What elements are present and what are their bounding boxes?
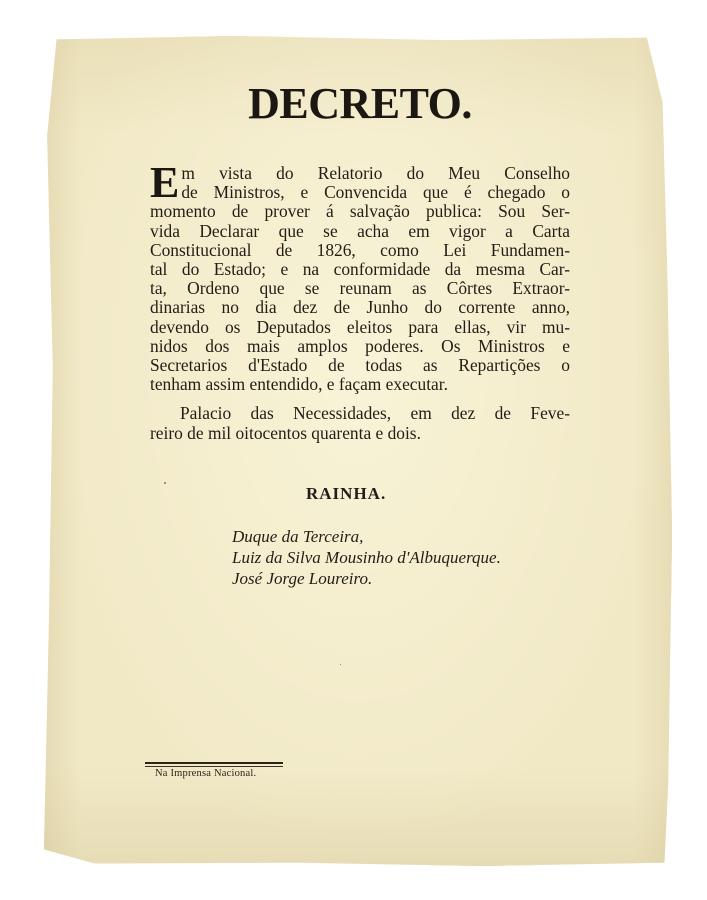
document-title: DECRETO. — [248, 79, 472, 128]
dateline-line: Palacio das Necessidades, em dez de Feve- — [180, 403, 570, 424]
ink-speck — [340, 664, 341, 665]
decree-line: Secretarios d'Estado de todas as Repartições o — [150, 355, 570, 376]
decree-line: devendo os Deputados eleitos para ellas, vir mu- — [150, 316, 570, 337]
decree-body — [150, 158, 570, 443]
decree-line: nidos dos mais amplos poderes. Os Ministros e — [150, 335, 570, 356]
decree-line: momento de prover á salvação publica: Sou Ser- — [150, 201, 570, 222]
decree-line: de Ministros, e Convencida que é chegado o — [181, 182, 570, 203]
dateline-line: reiro de mil oitocentos quarenta e dois. — [150, 422, 421, 443]
signer-title: RAINHA. — [306, 484, 387, 503]
minister-name: José Jorge Loureiro. — [232, 569, 373, 588]
ink-speck — [164, 482, 166, 484]
decree-line: tenham assim entendido, e façam executar. — [150, 374, 448, 395]
minister-name: Luiz da Silva Mousinho d'Albuquerque. — [232, 548, 501, 567]
minister-signatures — [232, 526, 501, 589]
decree-line: tal do Estado; e na conformidade da mesma Car- — [150, 259, 570, 280]
decree-paragraph-dateline — [150, 404, 570, 442]
decree-line: dinarias no dia dez de Junho do corrente anno, — [150, 297, 570, 318]
drop-cap: E — [150, 158, 180, 207]
decree-line: m vista do Relatorio do Meu Conselho — [181, 163, 570, 183]
paper-sheet — [44, 36, 672, 866]
printer-imprint: Na Imprensa Nacional. — [155, 768, 257, 779]
minister-name: Duque da Terceira, — [232, 527, 364, 546]
printer-rule-thin — [145, 766, 283, 767]
decree-line: ta, Ordeno que se reunam as Côrtes Extraor- — [150, 278, 570, 299]
decree-line: vida Declarar que se acha em vigor a Carta — [150, 220, 570, 241]
printer-rule — [145, 762, 283, 764]
decree-paragraph-main — [150, 158, 570, 395]
decree-line: Constitucional de 1826, como Lei Fundamen- — [150, 239, 570, 260]
